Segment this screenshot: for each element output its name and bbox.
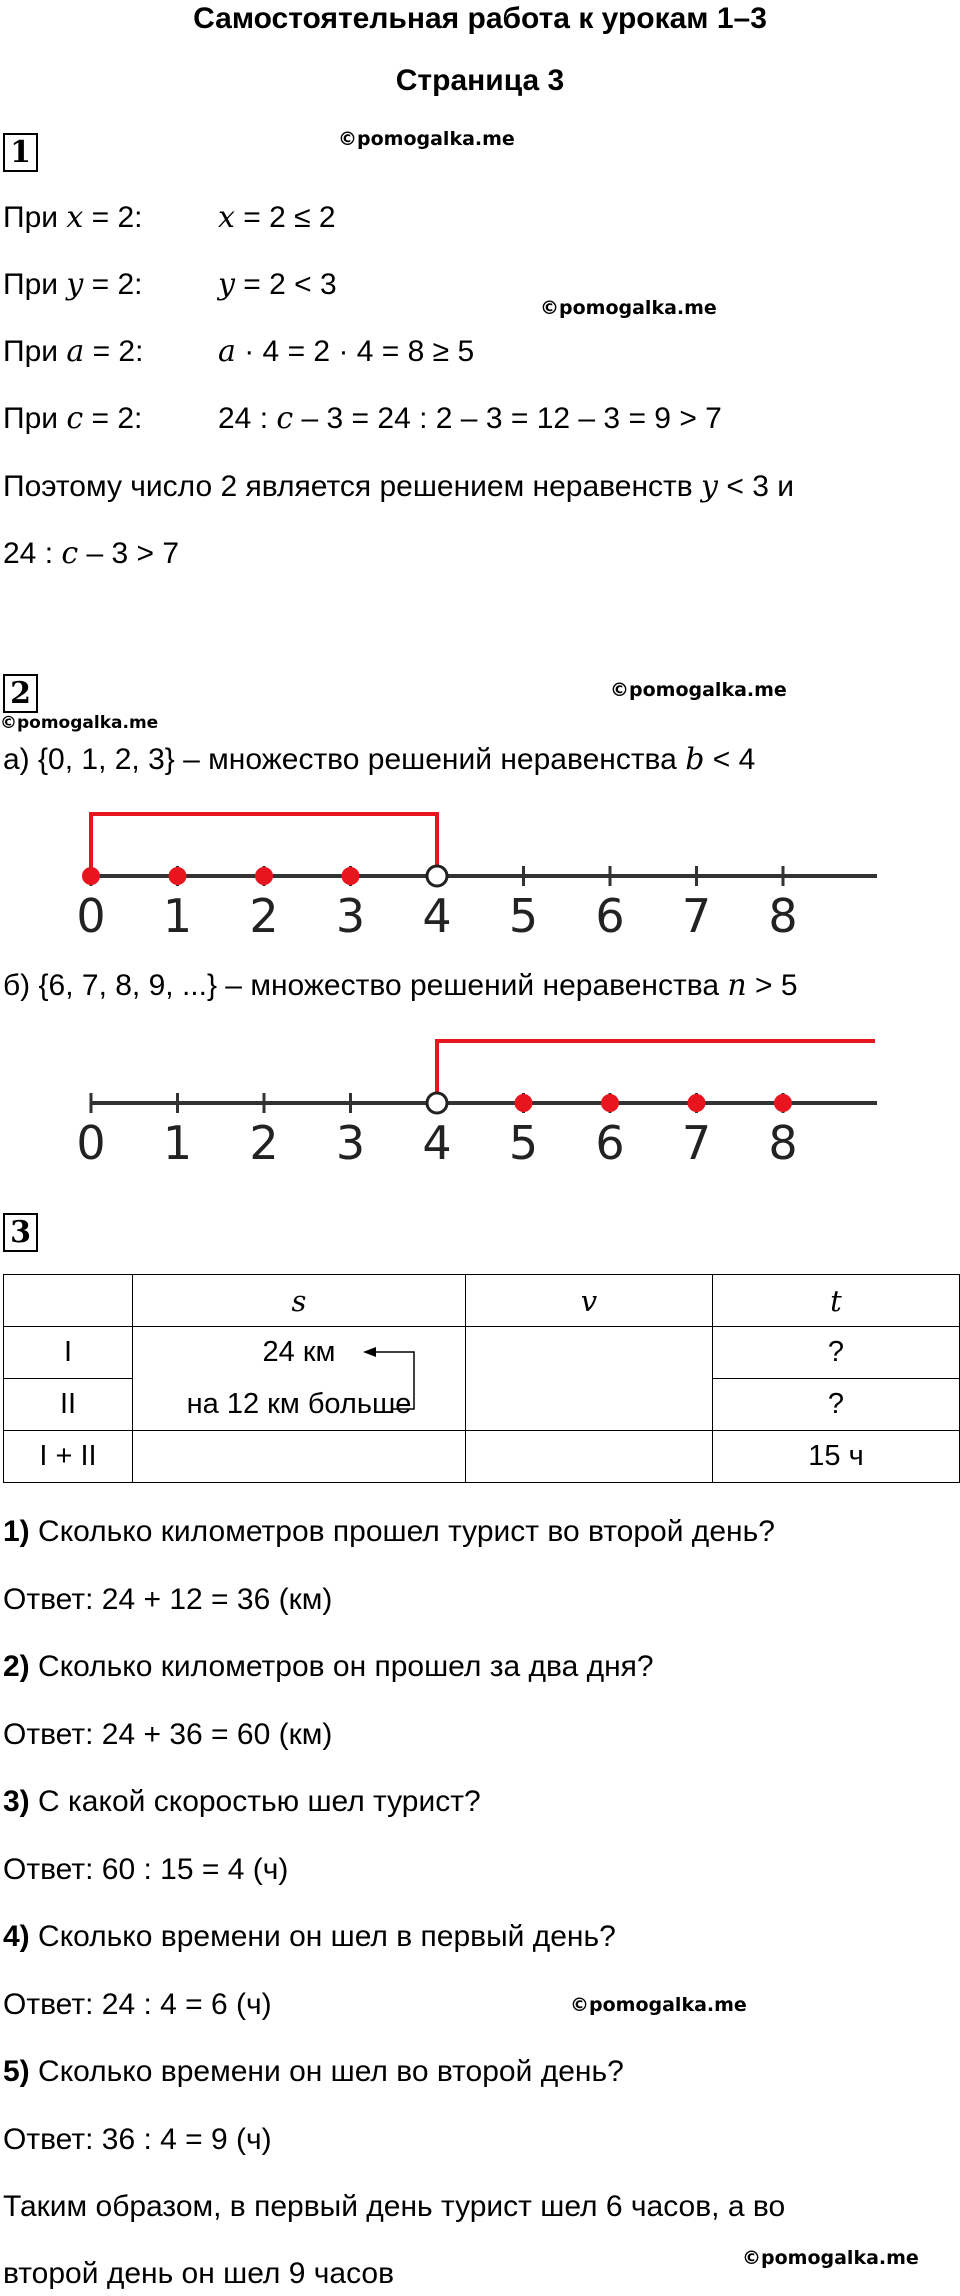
table-cell: 15 ч [713, 1431, 960, 1483]
task-number-box: 2 [3, 674, 38, 713]
question: 2) Сколько километров он прошел за два дня? [3, 1650, 654, 1683]
table-cell: I + II [4, 1431, 133, 1483]
task1-expression: 24 : c – 3 = 24 : 2 – 3 = 12 – 3 = 9 > 7 [218, 401, 722, 436]
task1-row: При a = 2: [3, 334, 144, 369]
task1-expression: a · 4 = 2 · 4 = 8 ≥ 5 [218, 334, 475, 369]
task1-conclusion: 24 : c – 3 > 7 [3, 536, 180, 571]
open-point [427, 1093, 447, 1113]
tick-label: 7 [681, 1116, 712, 1167]
table-cell: II [4, 1379, 133, 1431]
tick-label: 5 [508, 1116, 539, 1167]
tick-label: 8 [768, 1116, 798, 1167]
table-cell [466, 1327, 713, 1431]
table-header-cell: s [133, 1275, 466, 1327]
tick-label: 2 [249, 889, 279, 940]
solution-point [169, 867, 187, 885]
page-subtitle: Страница 3 [395, 64, 565, 97]
table-cell [133, 1431, 466, 1483]
watermark: ©pomogalka.me [570, 1994, 747, 2016]
tick-label: 3 [335, 889, 366, 940]
watermark: ©pomogalka.me [338, 128, 515, 150]
task1-row: При y = 2: [3, 267, 143, 302]
solution-point [688, 1094, 706, 1112]
table-cell: I [4, 1327, 133, 1379]
data-table [3, 1274, 960, 1483]
watermark: ©pomogalka.me [540, 297, 717, 319]
task-number-box: 3 [3, 1213, 38, 1252]
final-conclusion: Таким образом, в первый день турист шел 6 часов, а во [3, 2190, 786, 2223]
table-row [4, 1431, 960, 1483]
answer: Ответ: 60 : 15 = 4 (ч) [3, 1853, 289, 1886]
tick-label: 7 [681, 889, 712, 940]
table-header-cell: t [713, 1275, 960, 1327]
table-cell-text: 24 км [262, 1336, 336, 1369]
tick-label: 6 [595, 889, 625, 940]
number-line-b [75, 1027, 885, 1167]
solution-point [255, 867, 273, 885]
watermark: ©pomogalka.me [742, 2247, 919, 2269]
arrow-connector-icon [133, 1327, 465, 1431]
page-title: Самостоятельная работа к урокам 1–3 [193, 2, 767, 35]
tick-label: 1 [162, 1116, 193, 1167]
table-row [4, 1327, 960, 1379]
watermark: ©pomogalka.me [610, 679, 787, 701]
table-cell: на 12 км больше [133, 1379, 466, 1431]
task1-row: При c = 2: [3, 401, 143, 436]
open-point [427, 866, 447, 886]
tick-label: 3 [335, 1116, 366, 1167]
table-cell [133, 1327, 466, 1379]
task2-part-a: а) {0, 1, 2, 3} – множество решений неравенства b < 4 [3, 742, 756, 777]
tick-label: 0 [76, 889, 106, 940]
task1-expression: x = 2 ≤ 2 [218, 200, 336, 235]
number-line-a [75, 800, 885, 940]
solution-point [774, 1094, 792, 1112]
table-cell [466, 1431, 713, 1483]
tick-label: 1 [162, 889, 193, 940]
final-conclusion: второй день он шел 9 часов [3, 2257, 395, 2290]
task1-row: При x = 2: [3, 200, 143, 235]
question: 4) Сколько времени он шел в первый день? [3, 1920, 616, 1953]
watermark: ©pomogalka.me [0, 713, 159, 733]
solution-bracket [91, 814, 437, 870]
table-cell: ? [713, 1379, 960, 1431]
answer: Ответ: 24 + 12 = 36 (км) [3, 1583, 333, 1616]
task-number-box: 1 [3, 133, 38, 172]
solution-bracket [437, 1041, 875, 1093]
answer: Ответ: 24 + 36 = 60 (км) [3, 1718, 333, 1751]
task1-conclusion: Поэтому число 2 является решением неравенств y < 3 и [3, 469, 794, 504]
tick-label: 4 [422, 1116, 452, 1167]
answer: Ответ: 36 : 4 = 9 (ч) [3, 2123, 272, 2156]
tick-label: 6 [595, 1116, 625, 1167]
question: 3) С какой скоростью шел турист? [3, 1785, 481, 1818]
table-header-row [4, 1275, 960, 1327]
tick-label: 8 [768, 889, 798, 940]
solution-point [515, 1094, 533, 1112]
task1-expression: y = 2 < 3 [218, 267, 337, 302]
table-cell [4, 1275, 133, 1327]
tick-label: 4 [422, 889, 452, 940]
table-header-cell: v [466, 1275, 713, 1327]
tick-label: 0 [76, 1116, 106, 1167]
solution-point [342, 867, 360, 885]
question: 1) Сколько километров прошел турист во второй день? [3, 1515, 775, 1548]
solution-point [601, 1094, 619, 1112]
table-cell: ? [713, 1327, 960, 1379]
solution-point [82, 867, 100, 885]
answer: Ответ: 24 : 4 = 6 (ч) [3, 1988, 272, 2021]
tick-label: 5 [508, 889, 539, 940]
task2-part-b: б) {6, 7, 8, 9, ...} – множество решений неравенства n > 5 [3, 968, 798, 1003]
question: 5) Сколько времени он шел во второй день? [3, 2055, 624, 2088]
tick-label: 2 [249, 1116, 279, 1167]
